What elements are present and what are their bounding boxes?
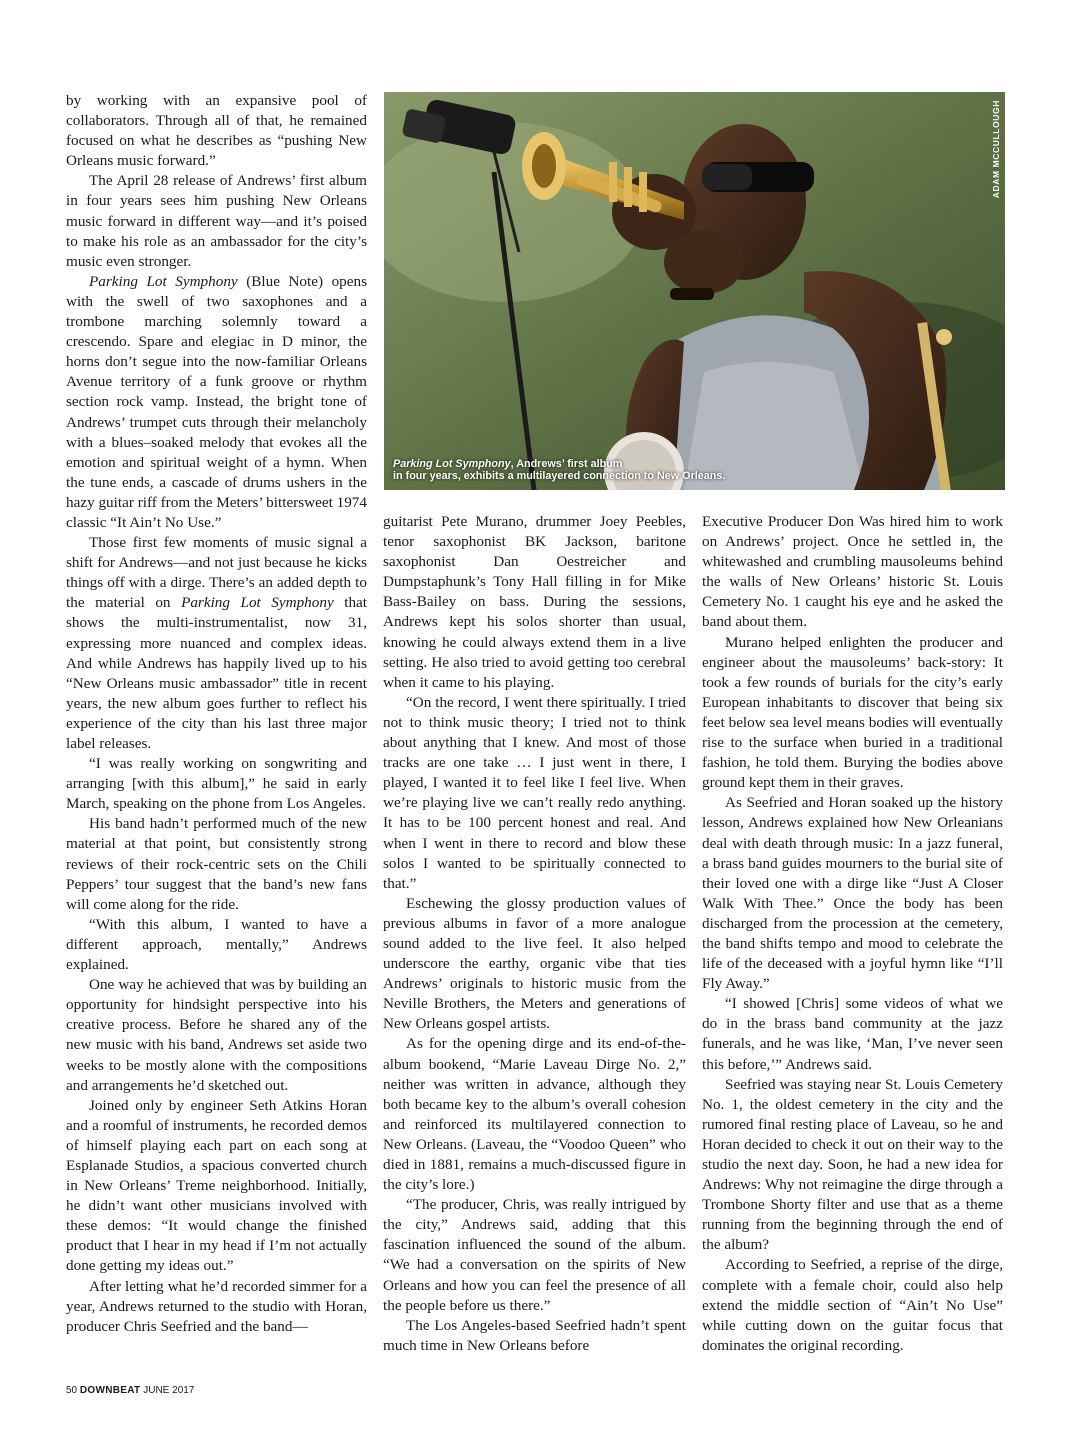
article-paragraph: The Los Angeles-based Seefried hadn’t spent much time in New Orleans before [383, 1316, 686, 1354]
article-photo [384, 92, 1005, 490]
article-paragraph: “I was really working on songwriting and arranging [with this album],” he said in early March, speaking on the phone from Los Angeles. [66, 755, 367, 813]
article-column-2 [383, 512, 686, 1356]
article-paragraph: Executive Producer Don Was hired him to work on Andrews’ project. Once he settled in, the whitewashed and crumbling mausoleums behind the walls of New Orleans’ historic St. Louis Cemetery No. 1 caught his eye and he asked the band about them. [702, 513, 1003, 631]
article-paragraph: As Seefried and Horan soaked up the history lesson, Andrews explained how New Orleanians deal with death through music: In a jazz funeral, a brass band guides mourners to the burial site of their loved one with a dirge like “Just A Closer Walk With Thee.” Once the body has been discharged from the procession at the cemetery, the band shifts tempo and mood to celebrate the life of the deceased with a joyful hymn like “I’ll Fly Away.” [702, 794, 1003, 993]
page-number: 50 [66, 1385, 78, 1396]
photo-caption [393, 459, 725, 482]
photo-credit: ADAM MCCULLOUGH [991, 100, 1001, 199]
article-paragraph: One way he achieved that was by building an opportunity for hindsight perspective into his creative process. Before he shared any of the new music with his band, Andrews set aside two weeks to be mostly alone with the compositions and arrangements he’d sketched out. [66, 976, 367, 1094]
article-paragraph: “With this album, I wanted to have a different approach, mentally,” Andrews explained. [66, 915, 367, 974]
page-footer [66, 1385, 194, 1396]
article-paragraph: “I showed [Chris] some videos of what we do in the brass band community at the jazz funerals, and he was like, ‘Man, I’ve never seen this before,’” Andrews said. [702, 995, 1003, 1073]
caption-album-title: Parking Lot Symphony [393, 458, 511, 470]
album-title: Parking Lot Symphony [181, 594, 334, 612]
caption-line-2: in four years, exhibits a multilayered connection to New Orleans. [393, 469, 726, 482]
article-paragraph: “On the record, I went there spiritually. I tried not to think music theory; I tried not to think about anything that I knew. And most of those tracks are one take … I just went in there, I played, I wanted it to feel like I feel live. When we’re playing live we can’t really redo anything. It has to be 100 percent honest and real. And when I went in there to record and blow these solos I wanted to be spiritually connected to that.” [383, 693, 686, 892]
article-paragraph: by working with an expansive pool of collaborators. Through all of that, he remained focused on what he describes as “pushing New Orleans music forward.” [66, 92, 367, 170]
article-paragraph: Murano helped enlighten the producer and engineer about the mausoleums’ back-story: It took a few rounds of burials for the city’s early European inhabitants to discover that being six feet below sea level means bodies will eventually rise to the surface when buried in a traditional fashion, he told them. Burying the bodies above ground kept them in their graves. [702, 633, 1003, 792]
article-paragraph: Eschewing the glossy production values of previous albums in favor of a more analogue sound added to the live feel. It also helped underscore the earthy, organic vibe that ties Andrews’ originals to historic music from the Neville Brothers, the Meters and generations of New Orleans gospel artists. [383, 894, 686, 1033]
album-title: Parking Lot Symphony [89, 272, 238, 290]
article-paragraph: guitarist Pete Murano, drummer Joey Peebles, tenor saxophonist BK Jackson, baritone saxophonist Dan Oestreicher and Dumpstaphunk’s Tony Hall filling in for Mike Bass-Bailey on bass. During the sessions, Andrews kept his solos shorter than usual, knowing he could always extend them in a live setting. He also tried to avoid getting too cerebral when it came to his playing. [383, 513, 686, 691]
article-paragraph: “The producer, Chris, was really intrigued by the city,” Andrews said, adding that this fascination influenced the sound of the album. “We had a conversation on the spirits of New Orleans and how you can feel the presence of all the people before us there.” [383, 1196, 686, 1314]
article-paragraph: After letting what he’d recorded simmer for a year, Andrews returned to the studio with Horan, producer Chris Seefried and the band— [66, 1277, 367, 1335]
caption-line-1: , Andrews’ first album [510, 458, 623, 470]
issue-date: JUNE 2017 [143, 1385, 195, 1396]
article-paragraph: Those first few moments of music signal a shift for Andrews—and not just because he kicks things off with a dirge. There’s an added depth to the material on Parking Lot Symphony that shows the multi-instrumentalist, now 31, expressing more nuanced and complex ideas. And while Andrews has happily lived up to his “New Orleans music ambassador” title in recent years, the new album goes further to reflect his experience of the city than his last three major label releases. [66, 534, 368, 752]
article-paragraph: Joined only by engineer Seth Atkins Horan and a roomful of instruments, he recorded demos of himself playing each part on each song at Esplanade Studios, a spacious converted church in New Orleans’ Treme neighborhood. Initially, he didn’t want other musicians involved with these demos: “It would change the finished product that I hear in my head if I’m not actually done getting my ideas out.” [66, 1096, 367, 1275]
article-column-1 [66, 91, 367, 1337]
article-column-3 [702, 512, 1003, 1356]
article-paragraph: Parking Lot Symphony (Blue Note) opens with the swell of two saxophones and a trombone marching solemnly toward a crescendo. Spare and elegiac in D minor, the horns don’t segue into the now-familiar Orleans Avenue territory of a funk groove or rhythm section rock vamp. Instead, the bright tone of Andrews’ trumpet cuts through their melancholy with a blues–soaked melody that evokes all the emotion and spiritual weight of a hymn. When the tune ends, a cascade of drums ushers in the hazy guitar riff from the Meters’ bittersweet 1974 classic “It Ain’t No Use.” [66, 272, 368, 531]
article-paragraph: His band hadn’t performed much of the new material at that point, but consistently strong reviews of their rock-centric sets on the Chili Peppers’ tour suggest that the band’s new fans will come along for the ride. [66, 815, 367, 913]
article-paragraph: Seefried was staying near St. Louis Cemetery No. 1, the oldest cemetery in the city and the rumored final resting place of Laveau, so he and Horan decided to check it out on their way to the studio the next day. Soon, he had a new idea for Andrews: Why not reimagine the dirge through a Trombone Shorty filter and use that as a theme running from the beginning through the end of the album? [702, 1075, 1003, 1254]
trumpet-player-photo [384, 92, 1005, 490]
article-paragraph: The April 28 release of Andrews’ first album in four years sees him pushing New Orleans music forward in different way—and it’s poised to make his role as an ambassador for the city’s music even stronger. [66, 172, 367, 270]
magazine-name: DOWNBEAT [79, 1385, 141, 1396]
article-paragraph: According to Seefried, a reprise of the dirge, complete with a female choir, could also help extend the middle section of “Ain’t No Use” while cutting down on the guitar focus that dominates the original recording. [702, 1256, 1003, 1354]
article-paragraph: As for the opening dirge and its end-of-the-album bookend, “Marie Laveau Dirge No. 2,” neither was written in advance, although they both became key to the album’s overall cohesion and reinforced its multilayered connection to New Orleans. (Laveau, the “Voodoo Queen” who died in 1881, remains a much-discussed figure in the city’s lore.) [383, 1035, 686, 1194]
